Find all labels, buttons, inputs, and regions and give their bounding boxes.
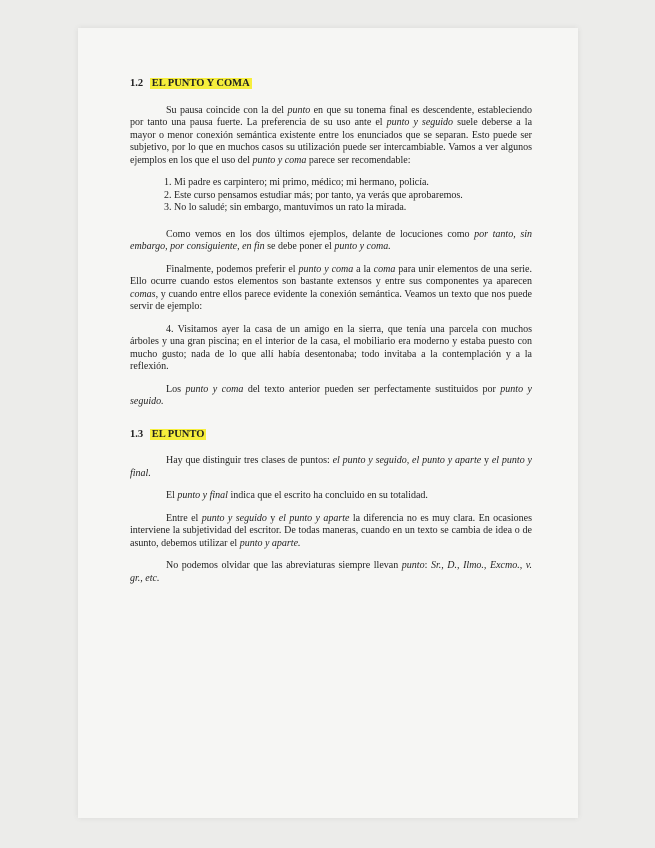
document-page bbox=[78, 28, 578, 818]
text-run: y bbox=[481, 455, 492, 466]
section-heading-punto bbox=[130, 429, 532, 442]
paragraph bbox=[130, 513, 532, 551]
paragraph bbox=[130, 490, 532, 503]
text-run: Como vemos en los dos últimos ejemplos, delante de locuciones como bbox=[166, 228, 475, 240]
text-run: y bbox=[266, 512, 279, 524]
italic-term: punto y coma. bbox=[334, 241, 391, 252]
text-run: en que su tonema final es descendente, estableciendo por tanto una pausa fuerte. La preferencia de su uso ante el bbox=[130, 104, 533, 128]
section-number: 1.3 bbox=[130, 428, 144, 440]
text-run: a la bbox=[353, 263, 374, 275]
list-item: 1. Mi padre es carpintero; mi primo, médico; mi hermano, policía. bbox=[164, 177, 429, 188]
italic-term: coma bbox=[373, 263, 396, 275]
italic-term: el punto y aparte bbox=[278, 512, 350, 524]
italic-term: el punto y final. bbox=[130, 455, 532, 479]
paragraph bbox=[130, 264, 532, 314]
text-run: del texto anterior pueden ser perfectamente sustituidos por bbox=[243, 383, 501, 395]
section-title-highlighted: EL PUNTO Y COMA bbox=[151, 78, 250, 89]
text-run: 4. Visitamos ayer la casa de un amigo en la sierra, que tenía una parcela con muchos árboles y una gran piscina; en el interior de la casa, el mobiliario era moderno y estaba puesto con mucho gusto; nada de lo que allí había desentonaba; todo invitaba a la contemplación y a la reflexión. bbox=[130, 323, 532, 372]
italic-term: punto y coma bbox=[252, 154, 307, 166]
paragraph bbox=[130, 455, 532, 480]
paragraph bbox=[130, 105, 532, 168]
text-run: Finalmente, podemos preferir el bbox=[166, 263, 299, 275]
document-content bbox=[130, 78, 532, 595]
italic-term: punto bbox=[401, 560, 425, 571]
text-run: Entre el bbox=[166, 512, 202, 524]
italic-term: comas bbox=[130, 288, 156, 300]
text-run: para unir elementos de una serie. Ello ocurre cuando estos elementos son bastante extensos y entre sus componentes ya aparecen bbox=[130, 263, 532, 287]
section-title-highlighted: EL PUNTO bbox=[151, 428, 205, 440]
text-run: Hay que distinguir tres clases de puntos: bbox=[166, 455, 333, 466]
list-item: 2. Este curso pensamos estudiar más; por tanto, ya verás que aprobaremos. bbox=[164, 189, 463, 201]
paragraph bbox=[130, 560, 532, 585]
list-item: 3. No lo saludé; sin embargo, mantuvimos un rato la mirada. bbox=[164, 202, 407, 213]
text-run: Su pausa coincide con la del bbox=[166, 104, 288, 116]
italic-term: punto y seguido. bbox=[130, 383, 532, 407]
italic-term: punto bbox=[287, 104, 311, 116]
paragraph bbox=[130, 384, 532, 409]
text-run: , y cuando entre ellos parece evidente la conexión semántica. Veamos un texto que nos puede servir de ejemplo: bbox=[130, 288, 532, 312]
example-list bbox=[130, 177, 532, 215]
italic-term: punto y final bbox=[177, 490, 228, 501]
italic-term: punto y aparte. bbox=[239, 537, 301, 549]
section-number: 1.2 bbox=[130, 78, 144, 89]
italic-term: Sr., D., Ilmo., Excmo., v. gr., etc. bbox=[130, 560, 532, 584]
text-run: parece ser recomendable: bbox=[306, 154, 411, 166]
italic-term: punto y coma bbox=[185, 383, 244, 395]
paragraph bbox=[130, 229, 532, 254]
text-run: indica que el escrito ha concluido en su totalidad. bbox=[227, 490, 428, 501]
italic-term: punto y coma bbox=[298, 263, 354, 275]
text-run: El bbox=[166, 490, 178, 501]
text-run: suele deberse a la mayor o menor conexión semántica existente entre los enunciados que se separan. Esto puede ser subjetivo, por lo que en muchos casos su utilización puede ser intercambiable. Vamos a ver algunos ejemplos en los que el uso del bbox=[130, 117, 533, 166]
italic-term: el punto y seguido, el punto y aparte bbox=[332, 455, 482, 466]
italic-term: punto y seguido bbox=[386, 117, 454, 128]
text-run: se debe poner el bbox=[264, 241, 335, 252]
text-run: la diferencia no es muy clara. En ocasiones interviene la subjetividad del escritor. De todas maneras, cuando en un texto se cambia de idea o de asunto, debemos utilizar el bbox=[130, 512, 532, 549]
italic-term: por tanto, sin embargo, por consiguiente, en fin bbox=[130, 228, 532, 252]
section-heading-punto-y-coma bbox=[130, 78, 532, 91]
text-run: Los bbox=[166, 383, 186, 395]
example-paragraph bbox=[130, 324, 532, 374]
text-run: : bbox=[424, 560, 431, 571]
text-run: No podemos olvidar que las abreviaturas siempre llevan bbox=[166, 560, 402, 571]
italic-term: punto y seguido bbox=[201, 512, 267, 524]
